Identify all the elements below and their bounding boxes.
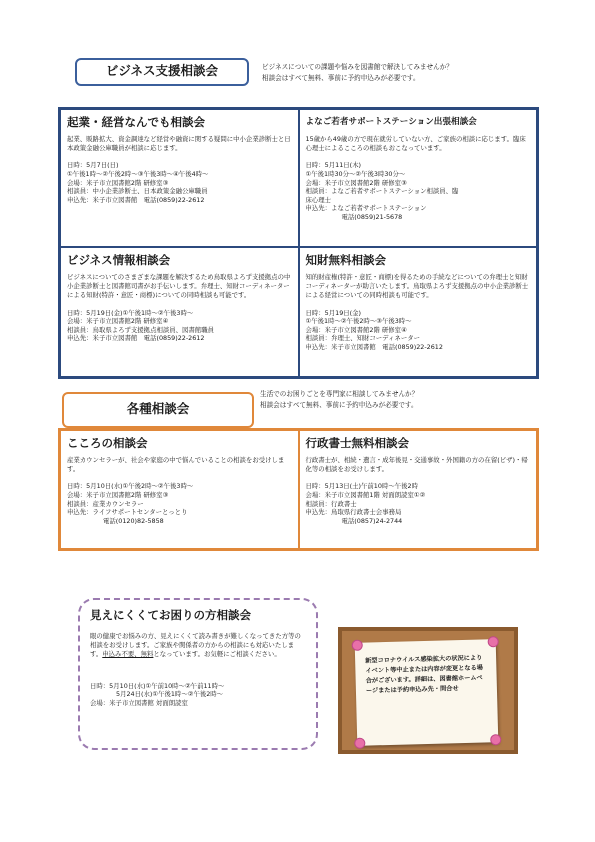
vision-desc-emphasis: 申込み不要、無料 [102,650,154,659]
card-detail-line: 申込先：米子市立図書館 電話(0859)22-2612 [67,195,205,204]
business-card-grid [58,107,539,379]
card-detail-line: 日時：5月13日(土)午前10時～午後2時 [305,482,418,491]
card-detail-line: 電話(0857)24-2744 [341,516,403,525]
card-ip-consultation [299,247,538,377]
card-detail-line: 申込先：ライフサポートセンターとっとり [67,508,188,517]
notice-text: 新型コロナウイルス感染拡大の状況によりイベント等中止または内容が変更となる場合がございます。詳細は、図書館ホームページまたは予約申込み先・問合せ [365,654,484,695]
card-description: ビジネスについてのさまざまな課題を解決するため鳥取県よろず支援拠点の中小企業診断士と図書館司書がお手伝いします。弁理士、知財コーディネーターによる知財(特許・意匠・商標)についての同時相談も可能です。 [67,272,291,300]
card-title: ビジネス情報相談会 [67,252,171,267]
business-intro-line1: ビジネスについての課題や悩みを図書館で解決してみませんか？ [262,63,453,71]
card-details [67,482,292,525]
card-details [306,161,531,221]
vision-consultation-box [78,598,318,750]
card-administrative-scrivener [299,430,538,549]
card-title: よなご若者サポートステーション出張相談会 [305,117,477,127]
general-card-grid [58,428,539,551]
business-section-title: ビジネス支援相談会 [75,58,249,86]
card-detail-line: 電話(0120)82-5858 [103,516,164,525]
vision-box-details [90,682,306,708]
card-description: 知的財産権(特許・意匠・商標)を得るための手続などについての弁理士と知財コーディネーターが助言いたします。鳥取県よろず支援拠点の中小企業診断士による経営についての同時相談も可能です。 [305,272,529,300]
card-detail-line: 申込先：米子市立図書館 電話(0859)22-2612 [67,334,205,343]
pushpin-icon [488,636,499,647]
card-startup-consultation [60,109,299,247]
business-intro-line2: 相談会はすべて無料、事前に予約申込みが必要です。 [262,74,420,82]
card-detail-line: 相談員：産業カウンセラー [67,499,144,508]
card-detail-line: 日時：5月11日(木) [305,161,362,170]
pushpin-icon [490,734,501,745]
vision-date-line: 5月24日(水)①午後1時～②午後2時～ [116,690,224,699]
vision-date-line: 日時：5月10日(水)①午前10時～②午前11時～ [90,681,225,690]
card-detail-line: 会場：米子市立図書館2階 研修室③ [67,491,169,499]
card-details [67,161,292,204]
pushpin-icon [354,738,365,749]
card-description: 15歳から49歳の方で現在就労していない方、ご家族の相談に応じます。臨床心理士によるこころの相談もおこなっています。 [305,135,526,153]
card-detail-line: 相談員：行政書士 [305,499,357,508]
card-detail-line: 会場：米子市立図書館2階 研修室④ [67,317,169,326]
vision-box-title: 見えにくくてお困りの方相談会 [90,608,251,622]
card-detail-line: 会場：米子市立図書館2階 研修室④ [305,325,407,334]
card-details [306,309,531,352]
card-detail-line: ①午後1時30分～②午後3時30分～ [305,170,406,178]
card-description: 行政書士が、相続・遺言・成年後見・交通事故・外国籍の方の在留(ビザ)・帰化等の相談をお受けします。 [305,456,528,474]
card-detail-line: 日時：5月19日(金)①午後1時～②午後3時～ [67,308,194,317]
card-detail-line: 相談員：鳥取県よろず支援拠点相談員、図書館職員 [67,325,214,334]
vision-desc-text: 眼の健康でお悩みの方、見えにくくて読み書きが難しくなってきた方等の相談をお受けします。ご家族や関係者の方からの相談にも対応いたします。 [90,632,301,659]
general-intro-line2: 相談会はすべて無料、事前に予約申込みが必要です。 [260,401,418,409]
card-detail-line: ①午後1時～②午後2時～③午後3時～ [305,317,412,326]
card-title: 起業・経営なんでも相談会 [67,115,205,129]
card-title: 行政書士無料相談会 [305,436,409,450]
card-detail-line: 申込先：米子市立図書館 電話(0859)22-2612 [305,342,443,351]
card-detail-line: ①午後1時～②午後2時～③午後3時～④午後4時～ [67,170,209,178]
card-detail-line: 床心理士 [305,195,332,204]
general-section-title: 各種相談会 [62,392,254,428]
pushpin-icon [352,640,363,651]
card-detail-line: 日時：5月10日(水)①午後2時～②午後3時～ [67,482,194,491]
card-business-info [60,247,299,377]
card-mental-health [60,430,299,549]
card-detail-line: 電話(0859)21-5678 [341,212,403,221]
card-detail-line: 申込先：よなご若者サポートステーション [305,204,427,213]
card-youth-support [299,109,538,247]
business-section-intro [262,62,562,84]
card-description: 産業カウンセラーが、社会や家庭の中で悩んでいることの相談をお受けします。 [67,456,285,474]
general-intro-line1: 生活でのお困りごとを専門家に相談してみませんか？ [260,390,419,398]
card-detail-line: 日時：5月19日(金) [305,308,362,317]
card-detail-line: 会場：米子市立図書館2階 研修室③ [305,178,407,187]
notice-paper [355,639,499,746]
vision-venue-line: 会場：米子市立図書館 対面朗読室 [90,698,188,707]
card-detail-line: 相談員：弁理士、知財コーディネーター [305,334,421,343]
card-title: こころの相談会 [67,436,148,450]
corkboard-notice [338,627,518,754]
vision-desc-text-end: となっています。お気軽にご相談ください。 [153,650,281,659]
general-section-intro [260,389,560,411]
card-detail-line: 相談員：よなご若者サポートステーション相談員、臨 [305,187,459,196]
card-detail-line: 会場：米子市立図書館2階 研修室③ [67,178,169,187]
card-title: 知財無料相談会 [305,252,386,267]
card-description: 起業、販路拡大、資金調達など経営や融資に関する疑問に中小企業診断士と日本政策金融公庫職員が相談に応じます。 [67,135,291,153]
card-detail-line: 申込先：鳥取県行政書士会事務局 [305,508,402,517]
card-detail-line: 日時：5月7日(日) [67,161,119,170]
card-detail-line: 会場：米子市立図書館1階 対面朗読室①② [305,491,426,499]
vision-box-description [90,632,306,660]
card-details [67,309,292,343]
card-detail-line: 相談員：中小企業診断士、日本政策金融公庫職員 [67,187,208,196]
card-details [306,482,531,525]
